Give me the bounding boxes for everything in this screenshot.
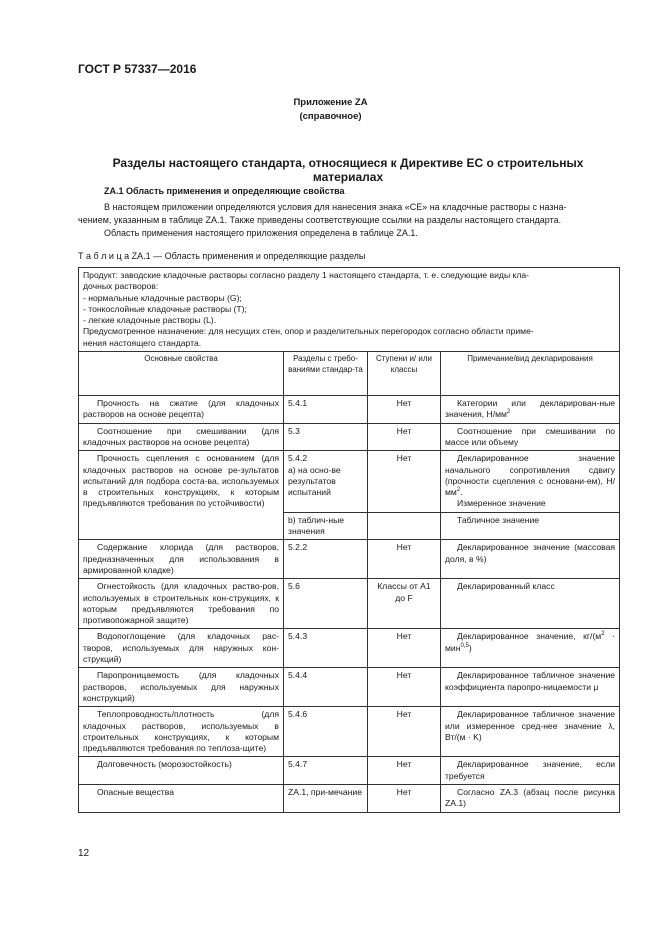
table-row	[79, 451, 620, 512]
product-line: - нормальные кладочные растворы (G);	[83, 292, 242, 303]
level-cell	[368, 512, 441, 540]
note-text: Измеренное значение	[457, 498, 546, 509]
note-text: Декларированное значение начального сопротивления сдвигу (прочности сцепления с основани-ем), Н/мм	[445, 453, 616, 498]
level-cell: Нет	[368, 668, 441, 707]
note-cell	[441, 396, 620, 424]
level-cell: Нет	[368, 757, 441, 785]
level-cell: Нет	[368, 396, 441, 424]
table-row	[79, 707, 620, 757]
paragraph-line: Область применения настоящего приложения определена в таблице ZA.1.	[104, 228, 418, 238]
note-cell	[441, 629, 620, 668]
note-cell: Согласно ZA.3 (абзац после рисунка ZA.1)	[441, 784, 620, 812]
table-row	[79, 423, 620, 451]
level-cell: Нет	[368, 784, 441, 812]
section-subitem: а) на осно-ве результатов испытаний	[288, 464, 341, 498]
scope-table	[78, 267, 620, 813]
table-row	[79, 579, 620, 629]
note-cell: Декларированное табличное значение коэффициента паропро-ницаемости μ	[441, 668, 620, 707]
paragraph-line: В настоящем приложении определяются условия для нанесения знака «CE» на кладочные растворы с назна-	[104, 202, 567, 212]
level-cell: Нет	[368, 423, 441, 451]
property-cell: Паропроницаемость (для кладочных растворов, используемых для наружных конструкций)	[79, 668, 284, 707]
section-title: Разделы настоящего стандарта, относящиеся к Директиве ЕС о строительных материалах	[112, 156, 584, 184]
table-row	[79, 540, 620, 579]
property-cell: Водопоглощение (для кладочных рас-творов, используемых для наружных кон-струкций)	[79, 629, 284, 668]
property-cell: Соотношение при смешивании (для кладочных растворов на основе рецепта)	[79, 423, 284, 451]
product-description	[79, 268, 620, 352]
section-cell: 5.4.4	[284, 668, 368, 707]
property-cell: Теплопроводность/плотность (для кладочных растворов, используемых в строительных конструкциях, к которым предъявляются требования по теплоза-щите)	[79, 707, 284, 757]
section-cell: b) таблич-ные значения	[284, 512, 368, 540]
note-superscript: 2	[456, 487, 461, 494]
note-cell: Соотношение при смешивании по массе или объему	[441, 423, 620, 451]
product-line: Продукт: заводские кладочные растворы согласно разделу 1 настоящего стандарта, т. е. следующие виды кла-	[83, 270, 530, 280]
product-line: нения настоящего стандарта.	[83, 337, 202, 348]
property-cell: Прочность на сжатие (для кладочных растворов на основе рецепта)	[79, 396, 284, 424]
section-cell: 5.4.7	[284, 757, 368, 785]
section-cell: 5.4.3	[284, 629, 368, 668]
property-cell: Опасные вещества	[79, 784, 284, 812]
table-caption: Т а б л и ц а ZA.1 — Область применения и определяющие разделы	[78, 251, 366, 261]
property-cell: Огнестойкость (для кладочных раство-ров, используемых в строительных кон-струкциях, к которым предъявляются требования по противопожарной защите)	[79, 579, 284, 629]
annex-type: (справочное)	[299, 111, 362, 122]
header-sections: Разделы с требо-ваниями стандар-та	[284, 352, 368, 396]
level-cell: Нет	[368, 451, 441, 512]
product-line: Предусмотренное назначение: для несущих стен, опор и разделительных перегородок согласно области приме-	[83, 326, 534, 337]
product-line: - тонкослойные кладочные растворы (T);	[83, 303, 247, 314]
subsection-heading: ZA.1 Область применения и определяющие свойства	[104, 186, 345, 196]
table-row	[79, 784, 620, 812]
header-note: Примечание/вид декларирования	[441, 352, 620, 396]
note-text: Категории или декларирован-ные значения, Н/мм	[445, 398, 616, 420]
paragraph-line: чением, указанным в таблице ZA.1. Также приведены соответствующие ссылки на разделы настоящего стандарта.	[78, 215, 562, 225]
section-cell: 5.3	[284, 423, 368, 451]
note-cell: Декларированное значение (массовая доля, в %)	[441, 540, 620, 579]
document-id: ГОСТ Р 57337—2016	[78, 62, 197, 76]
section-cell	[284, 451, 368, 512]
note-text: )	[468, 642, 472, 653]
table-row	[79, 396, 620, 424]
note-text: .	[460, 487, 463, 498]
note-text: · мин	[445, 631, 616, 653]
section-cell: ZA.1, при-мечание	[284, 784, 368, 812]
annex-title: Приложение ZA	[293, 97, 368, 108]
note-superscript: 2	[601, 631, 605, 638]
product-line: - легкие кладочные растворы (L).	[83, 315, 217, 326]
level-cell: Нет	[368, 707, 441, 757]
note-cell: Декларированное значение, если требуется	[441, 757, 620, 785]
section-cell: 5.2.2	[284, 540, 368, 579]
table-row	[79, 668, 620, 707]
property-cell: Содержание хлорида (для растворов, предназначенных для использования в армированной кладке)	[79, 540, 284, 579]
note-superscript: 2	[506, 409, 511, 416]
property-cell: Прочность сцепления с основанием (для кладочных растворов на основе ре-зультатов испытаний для подбора соста-ва, используемых в строительных конструкциях, к которым предъявляются требования по устойчивости)	[79, 451, 284, 540]
table-header-row	[79, 352, 620, 396]
level-cell: Нет	[368, 540, 441, 579]
note-cell: Декларированный класс	[441, 579, 620, 629]
note-cell	[441, 451, 620, 512]
level-cell: Нет	[368, 629, 441, 668]
note-superscript: 0,5	[460, 642, 469, 649]
note-text: Декларированное значение, кг/(м	[457, 631, 602, 642]
header-levels: Ступени и/ или классы	[368, 352, 441, 396]
table-row	[79, 629, 620, 668]
section-cell: 5.6	[284, 579, 368, 629]
section-number: 5.4.2	[288, 453, 308, 464]
page-number: 12	[78, 848, 90, 859]
level-cell: Классы от А1 до F	[368, 579, 441, 629]
section-cell: 5.4.1	[284, 396, 368, 424]
table-row	[79, 757, 620, 785]
product-line: дочных растворов:	[83, 281, 159, 292]
note-cell: Декларированное табличное значение или измеренное сред-нее значение λ, Вт/(м · K)	[441, 707, 620, 757]
header-properties: Основные свойства	[79, 352, 284, 396]
section-cell: 5.4.6	[284, 707, 368, 757]
product-row	[79, 268, 620, 352]
note-cell: Табличное значение	[441, 512, 620, 540]
property-cell: Долговечность (морозостойкость)	[79, 757, 284, 785]
